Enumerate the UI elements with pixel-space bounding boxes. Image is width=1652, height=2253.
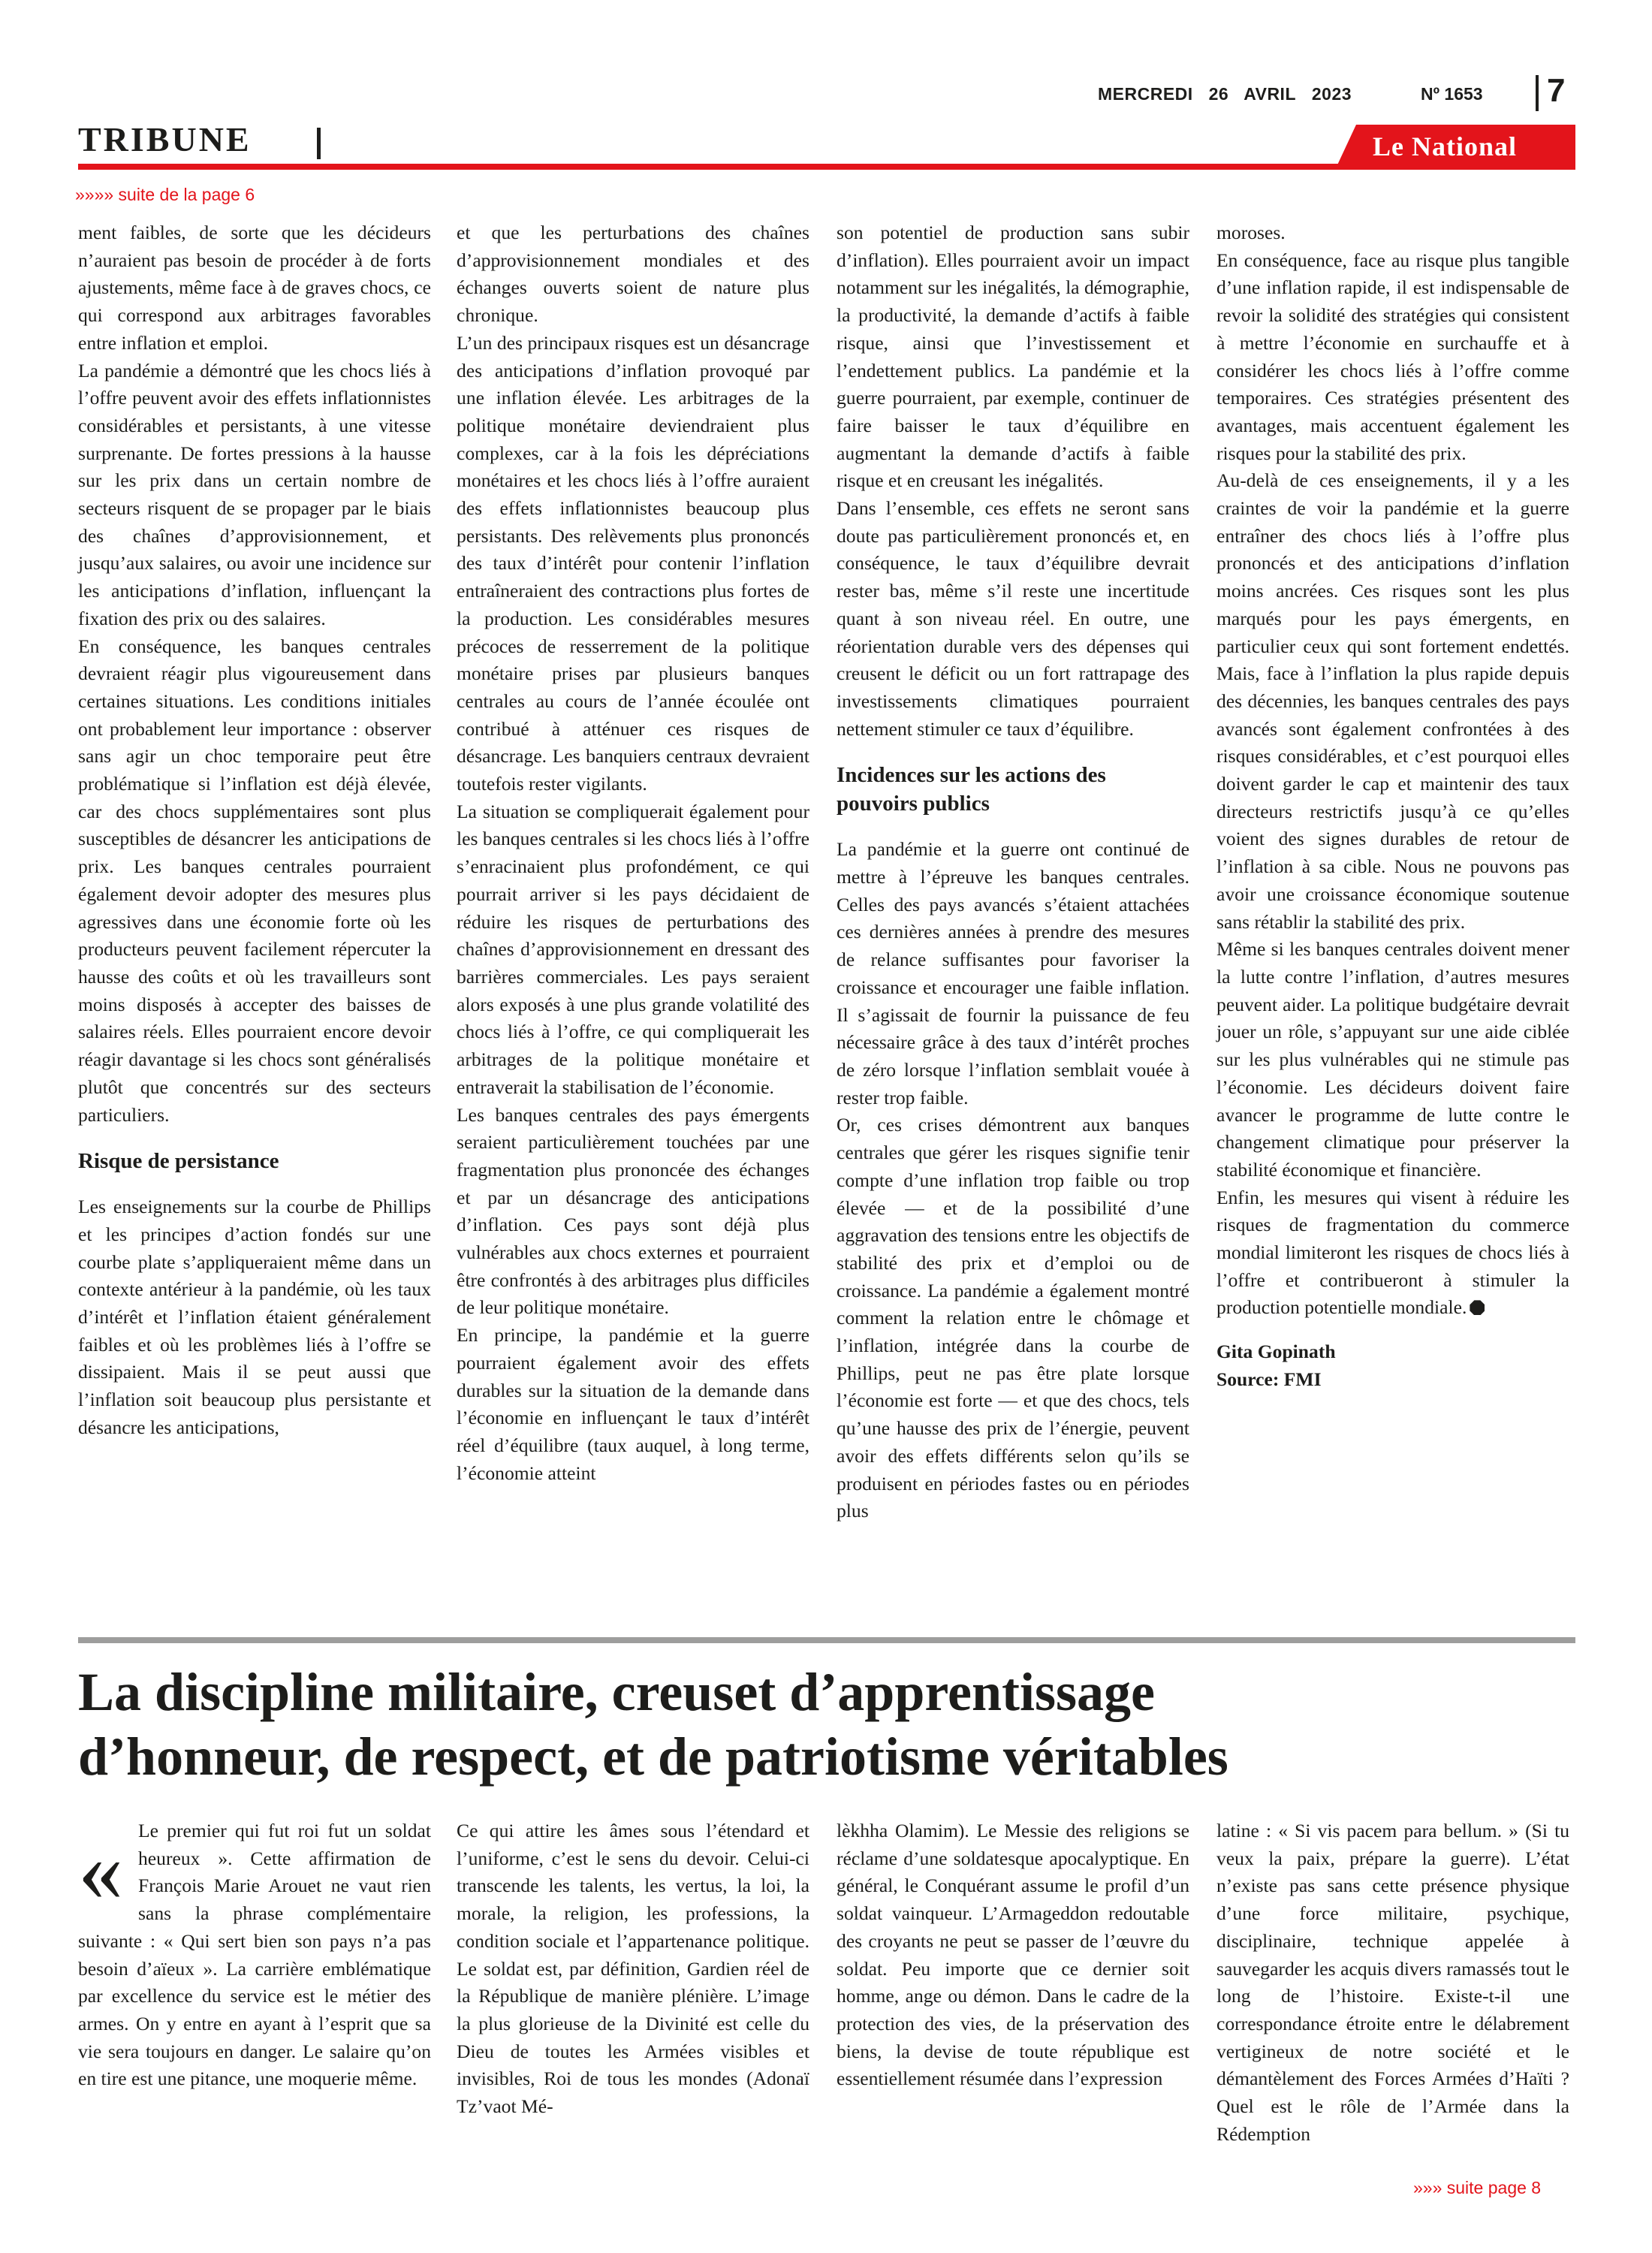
- author-name: Gita Gopinath: [1216, 1341, 1336, 1363]
- year: 2023: [1311, 84, 1352, 104]
- paragraph: Les enseignements sur la courbe de Phillips et les principes d’action fondés sur une courbe plate s’appliqueraient même dans un contexte antérieur à la pandémie, où les taux d’intérêt et l’inflation étaient généralement faibles et où les problèmes liés à l’offre se dissipaient. Mais il se peut aussi que l’inflation soit beaucoup plus persistante et désancre les anticipations,: [78, 1196, 431, 1438]
- paragraph-last: [1216, 1184, 1569, 1323]
- paragraph: La situation se compliquerait également pour les banques centrales si les chocs liés à l’offre s’enracinaient plus profondément, ce qui pourrait arriver si les pays décidaient de réduire les risques de perturbations des chaînes d’approvisionnement en dressant des barrières commerciales. Les pays seraient alors exposés à une plus grande volatilité des chocs liés à l’offre, ce qui compliquerait les arbitrages de la politique monétaire et entraverait la stabilisation de l’économie.: [457, 800, 809, 1098]
- opening-quote-icon: «: [78, 1820, 123, 1920]
- subheading: Risque de persistance: [78, 1149, 279, 1174]
- dateline: [1098, 84, 1362, 104]
- article2-column-2: Ce qui attire les âmes sous l’étendard et l’uniforme, c’est le sens du devoir. Celui-ci transcende les talents, les vertus, la loi, la morale, la religion, les professions, la condition sociale et l’appartenance politique. Le soldat est, par définition, Gardien réel de la République de manière plénière. L’image la plus glorieuse de la Divinité est celle du Dieu de toutes les Armées visibles et invisibles, Roi de tous les mondes (Adonaï Tz’vaot Mé-: [457, 1820, 809, 2118]
- paragraph: Les banques centrales des pays émergents seraient particulièrement touchées par une fragmentation plus prononcée des échanges et par un désancrage des anticipations d’inflation. Ces pays sont déjà plus vulnérables aux chocs externes et pourraient être confrontés à des arbitrages plus difficiles de leur politique monétaire.: [457, 1103, 809, 1319]
- paragraph: La pandémie et la guerre ont continué de mettre à l’épreuve les banques centrales. Celles des pays avancés s’étaient attachées ces dernières années à prendre des mesures de relance suffisantes pour favoriser la croissance et encourager une faible inflation. Il s’agissait de fournir la puissance de feu nécessaire grâce à des taux d’intérêt proches de zéro lorsque l’inflation semblait vouée à rester trop faible.: [837, 838, 1189, 1108]
- paragraph-text: Enfin, les mesures qui visent à réduire les risques de fragmentation du commerce mondial limiteront les risques de chocs liés à l’offre et contribueront à stimuler la production potentielle mondiale.: [1216, 1186, 1569, 1319]
- weekday: MERCREDI: [1098, 84, 1193, 104]
- paragraph: Or, ces crises démontrent aux banques centrales que gérer les risques signifie tenir compte d’une inflation trop faible ou trop élevée — et de la possibilité d’une aggravation des tensions entre les objectifs de stabilité des prix et d’emploi ou de croissance. La pandémie a également montré comment la relation entre le chômage et l’inflation, intégrée dans la courbe de Phillips, peut ne pas être plate lorsque l’économie est forte — et que des chocs, tels qu’une hausse des prix de l’énergie, peuvent avoir des effets différents selon qu’ils se produisent en périodes fastes ou en périodes plus: [837, 1114, 1189, 1522]
- section-divider: [317, 128, 321, 159]
- date-number: 26: [1208, 84, 1229, 104]
- paragraph: En conséquence, face au risque plus tangible d’une inflation rapide, il est indispensable de revoir la solidité des stratégies qui consistent à mettre l’économie en surchauffe et à considérer les chocs liés à l’offre comme temporaires. Ces stratégies présentent des avantages, mais accentuent également les risques pour la stabilité des prix.: [1216, 249, 1569, 464]
- paragraph: L’un des principaux risques est un désancrage des anticipations d’inflation provoqué par une inflation élevée. Les arbitrages de la politique monétaire deviendraient plus complexes, car à la fois les dépréciations monétaires et les chocs liés à l’offre auraient des effets inflationnistes beaucoup plus persistants. Des relèvements plus prononcés des taux d’intérêt pour contenir l’inflation entraîneraient des contractions plus fortes de la production. Les considérables mesures précoces de resserrement de la politique monétaire prises par plusieurs banques centrales au cours de l’année écoulée ont contribué à atténuer ces risques de désancrage. Les banquiers centraux devraient toutefois rester vigilants.: [457, 331, 809, 795]
- month: AVRIL: [1244, 84, 1296, 104]
- paragraph: son potentiel de production sans subir d’inflation). Elles pourraient avoir un impact notamment sur les inégalités, la démographie, la productivité, la demande d’actifs à faible risque, ainsi que l’investissement et l’endettement publics. La pandémie et la guerre pourraient, par exemple, continuer de faire baisser le taux d’équilibre en augmentant la demande d’actifs à faible risque et en creusant les inégalités.: [837, 222, 1189, 492]
- byline: [1216, 1338, 1569, 1393]
- paragraph: En principe, la pandémie et la guerre pourraient également avoir des effets durables sur la situation de la demande dans l’économie en influençant le taux d’intérêt réel d’équilibre (taux auquel, à long terme, l’économie atteint: [457, 1324, 809, 1484]
- paragraph: Le premier qui fut roi fut un soldat heureux ». Cette affirmation de François Marie Arouet ne vaut rien sans la phrase complémentaire suivante : « Qui sert bien son pays n’a pas besoin d’aïeux ». La carrière emblématique par excellence du service est le métier des armes. On y entre en ayant à l’esprit que sa vie sera toujours en danger. Le salaire qu’on en tire est une pitance, une moquerie même.: [78, 1820, 431, 2090]
- paragraph: La pandémie a démontré que les chocs liés à l’offre peuvent avoir des effets inflationnistes considérables et persistants, à une vitesse surprenante. De fortes pressions à la hausse sur les prix dans un certain nombre de secteurs risquent de se propager par le biais des chaînes d’approvisionnement, et jusqu’aux salaires, ou avoir une incidence sur les anticipations d’inflation, influençant la fixation des prix ou des salaires.: [78, 359, 431, 629]
- paragraph: Même si les banques centrales doivent mener la lutte contre l’inflation, d’autres mesures peuvent aider. La politique budgétaire devrait jouer un rôle, s’appuyant sur une aide ciblée sur les plus vulnérables qui ne stimule pas l’économie. Les décideurs doivent faire avancer le programme de lutte contre le changement climatique pour préserver la stabilité économique et financière.: [1216, 938, 1569, 1181]
- newspaper-brand: Le National: [1373, 131, 1518, 161]
- headline-line-1: La discipline militaire, creuset d’apprentissage: [78, 1662, 1155, 1722]
- article2-column-4: latine : « Si vis pacem para bellum. » (Si tu veux la paix, prépare la guerre). L’état n’existe pas sans cette présence physique d’une force militaire, psychique, disciplinaire, technique appelée à sauvegarder les acquis divers ramassés tout le long de l’histoire. Existe-t-il une correspondance étroite entre le délabrement vertigineux de notre société et le démantèlement des Forces Armées d’Haïti ? Quel est le rôle de l’Armée dans la Rédemption: [1216, 1820, 1569, 2145]
- end-of-article-icon: [1470, 1300, 1485, 1315]
- article2-headline: [78, 1660, 1575, 1789]
- issue-number: Nº 1653: [1421, 84, 1483, 104]
- continued-from-link[interactable]: »»»» suite de la page 6: [75, 185, 255, 204]
- article2-column-3: lèkhha Olamim). Le Messie des religions se réclame d’une soldatesque apocalyptique. En général, le Conquérant assume le profil d’un soldat vainqueur. L’Armageddon redoutable des croyants ne peut se passer de l’œuvre du soldat. Peu importe que ce dernier soit homme, ange ou démon. Dans le cadre de la protection des vies, de la préservation des biens, la devise de toute république est essentiellement résumée dans l’expression: [837, 1820, 1189, 2090]
- paragraph: En conséquence, les banques centrales devraient réagir plus vigoureusement dans certaines situations. Les conditions initiales ont probablement leur importance : observer sans agir un choc temporaire peut être problématique si l’inflation est déjà élevée, car des chocs supplémentaires sont plus susceptibles de désancrer les anticipations de prix. Les banques centrales pourraient également devoir adopter des mesures plus agressives dans une économie forte où les producteurs peuvent facilement répercuter la hausse des coûts et où les travailleurs sont moins disposés à accepter des baisses de salaires réels. Elles pourraient encore devoir réagir davantage si les chocs sont généralisés plutôt que concentrés sur des secteurs particuliers.: [78, 635, 431, 1126]
- source-credit: Source: FMI: [1216, 1368, 1322, 1390]
- subheading: Incidences sur les actions des pouvoirs publics: [837, 763, 1106, 816]
- article1-column-1: [78, 219, 431, 1442]
- paragraph: et que les perturbations des chaînes d’approvisionnement mondiales et des échanges ouverts soient de nature plus chronique.: [457, 222, 809, 327]
- header-divider: [1536, 75, 1539, 111]
- article1-column-2: [457, 219, 809, 1487]
- article1-column-3: [837, 219, 1189, 1525]
- article-separator-rule: [78, 1637, 1575, 1643]
- article2-column-1: [78, 1817, 431, 2093]
- page-number: 7: [1547, 72, 1566, 109]
- section-title: TRIBUNE: [78, 120, 252, 158]
- headline-line-2: d’honneur, de respect, et de patriotisme véritables: [78, 1727, 1228, 1787]
- continued-to-link[interactable]: »»» suite page 8: [1413, 2178, 1542, 2197]
- paragraph: Au-delà de ces enseignements, il y a les craintes de voir la pandémie et la guerre entraîner des chocs liés à l’offre plus prononcés et des anticipations d’inflation moins ancrées. Ces risques sont les plus marqués pour les pays émergents, en particulier ceux qui sont fortement endettés. Mais, face à l’inflation la plus rapide depuis des décennies, les banques centrales des pays avancés sont également confrontées à des risques considérables, et c’est pourquoi elles doivent garder le cap et maintenir des taux directeurs restrictifs jusqu’à ce qu’elles voient des signes durables de retour de l’inflation à sa cible. Nous ne pouvons pas avoir une croissance économique soutenue sans rétablir la stabilité des prix.: [1216, 469, 1569, 933]
- paragraph: Dans l’ensemble, ces effets ne seront sans doute pas particulièrement prononcés et, en conséquence, le taux d’équilibre devrait rester bas, même s’il reste une incertitude quant à son niveau réel. En outre, une réorientation durable vers des dépenses qui creusent le déficit ou un fort rattrapage des investissements climatiques pourraient nettement stimuler ce taux d’équilibre.: [837, 497, 1189, 740]
- paragraph: ment faibles, de sorte que les décideurs n’auraient pas besoin de procéder à de forts ajustements, même face à de graves chocs, ce qui correspond aux arbitrages favorables entre inflation et emploi.: [78, 222, 431, 354]
- article1-column-4: [1216, 219, 1569, 1394]
- paragraph: moroses.: [1216, 222, 1286, 243]
